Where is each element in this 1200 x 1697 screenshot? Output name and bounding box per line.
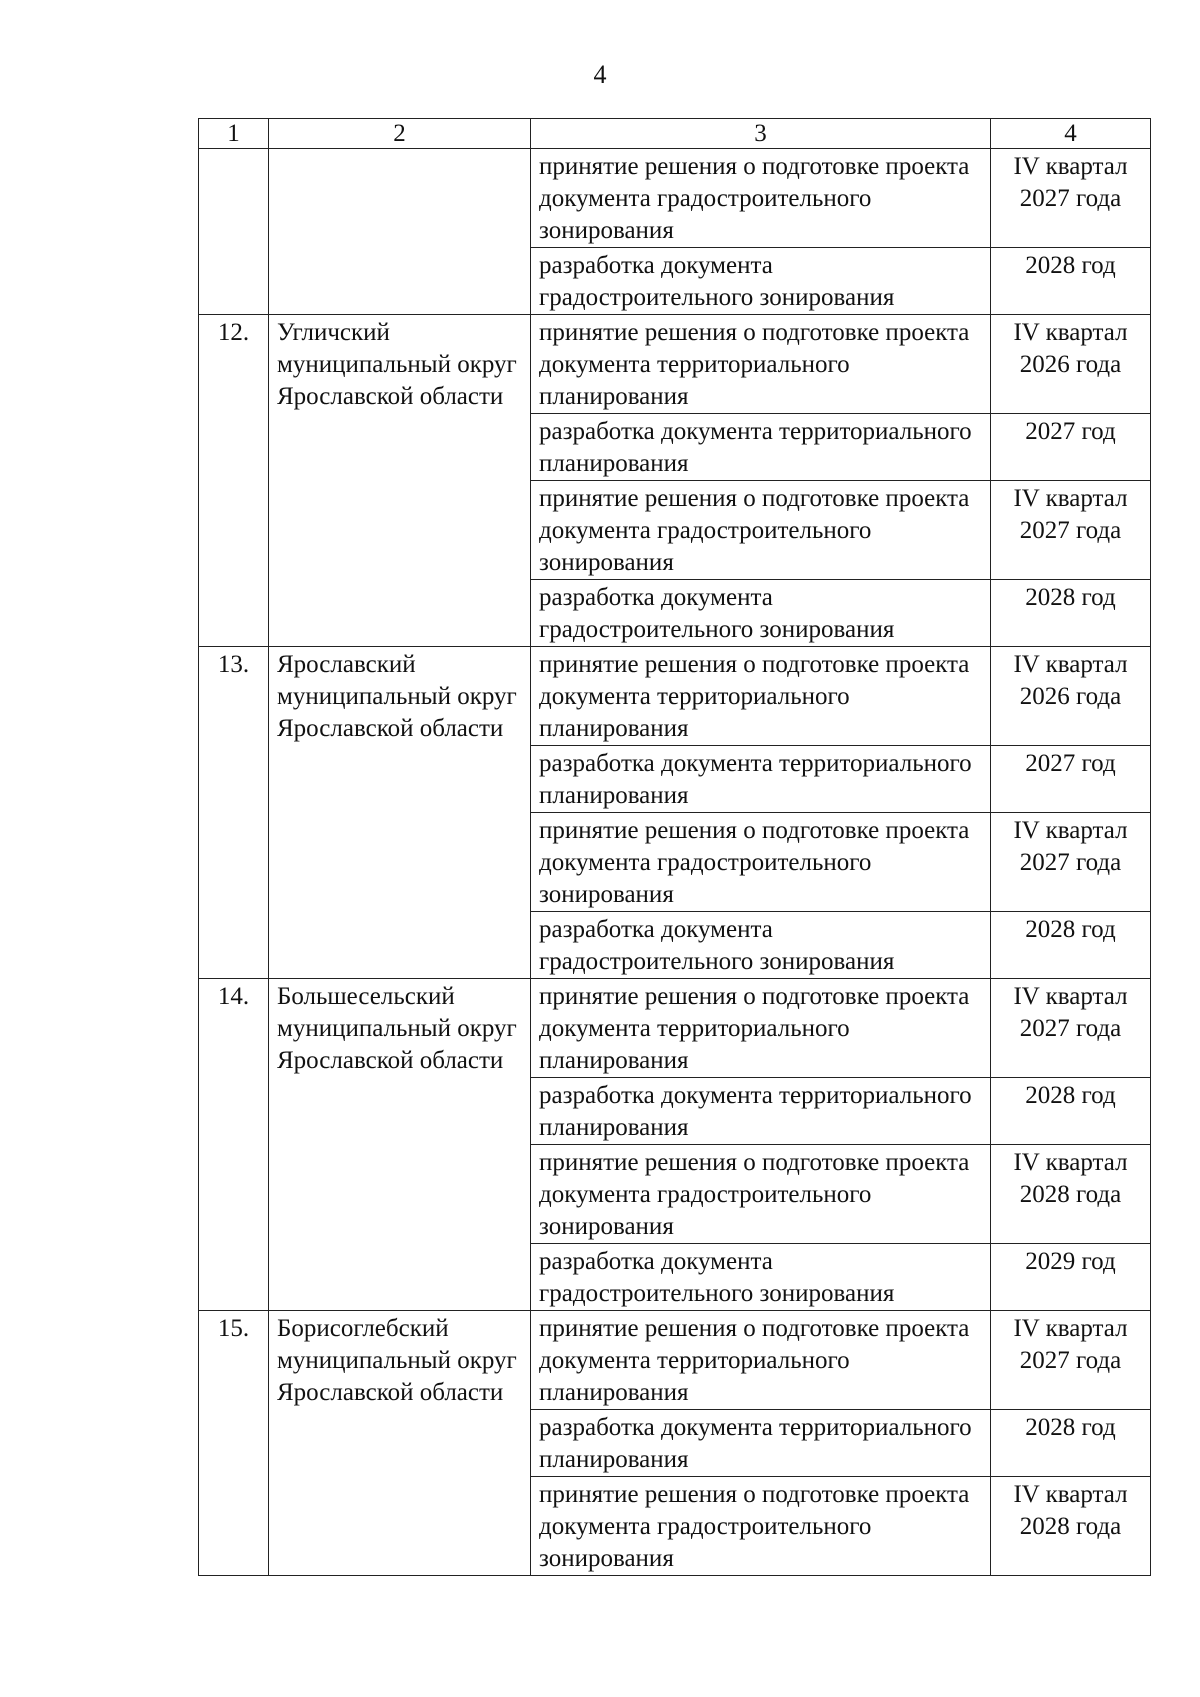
table-row — [199, 149, 1151, 248]
stage-task: разработка документа территориального планирования — [531, 1078, 991, 1145]
stage-task: принятие решения о подготовке проекта документа градостроительного зонирования — [531, 481, 991, 580]
stage-deadline: IV квартал 2026 года — [991, 315, 1151, 414]
stage-deadline: IV квартал 2027 года — [991, 979, 1151, 1078]
column-number-row — [199, 119, 1151, 149]
page-number: 4 — [593, 60, 607, 89]
stage-task: принятие решения о подготовке проекта документа градостроительного зонирования — [531, 813, 991, 912]
stage-task: разработка документа градостроительного зонирования — [531, 1244, 991, 1311]
table-row — [199, 1311, 1151, 1410]
stage-task: разработка документа территориального планирования — [531, 1410, 991, 1477]
entry-number: 12. — [199, 315, 269, 647]
district-name: Ярославский муниципальный округ Ярославской области — [269, 647, 531, 979]
stage-task: разработка документа территориального планирования — [531, 746, 991, 813]
stage-task: принятие решения о подготовке проекта документа градостроительного зонирования — [531, 149, 991, 248]
stage-deadline: IV квартал 2026 года — [991, 647, 1151, 746]
stage-deadline: IV квартал 2027 года — [991, 149, 1151, 248]
stage-deadline: 2028 год — [991, 580, 1151, 647]
table-row — [199, 647, 1151, 746]
stage-deadline: 2028 год — [991, 1078, 1151, 1145]
stage-deadline: 2028 год — [991, 912, 1151, 979]
stage-deadline: IV квартал 2027 года — [991, 813, 1151, 912]
column-number: 3 — [531, 119, 991, 149]
stage-deadline: 2028 год — [991, 248, 1151, 315]
stage-task: принятие решения о подготовке проекта документа градостроительного зонирования — [531, 1477, 991, 1576]
stage-deadline: 2027 год — [991, 414, 1151, 481]
stage-task: принятие решения о подготовке проекта документа территориального планирования — [531, 1311, 991, 1410]
stage-deadline: 2027 год — [991, 746, 1151, 813]
column-number: 2 — [269, 119, 531, 149]
stage-task: разработка документа градостроительного зонирования — [531, 580, 991, 647]
stage-deadline: 2029 год — [991, 1244, 1151, 1311]
entry-number-empty — [199, 149, 269, 315]
stage-deadline: IV квартал 2028 года — [991, 1477, 1151, 1576]
stage-deadline: 2028 год — [991, 1410, 1151, 1477]
stage-task: принятие решения о подготовке проекта документа градостроительного зонирования — [531, 1145, 991, 1244]
stage-task: принятие решения о подготовке проекта документа территориального планирования — [531, 647, 991, 746]
district-name: Борисоглебский муниципальный округ Ярославской области — [269, 1311, 531, 1576]
stage-task: принятие решения о подготовке проекта документа территориального планирования — [531, 315, 991, 414]
stage-task: принятие решения о подготовке проекта документа территориального планирования — [531, 979, 991, 1078]
table-row — [199, 979, 1151, 1078]
column-number: 4 — [991, 119, 1151, 149]
table-row — [199, 315, 1151, 414]
entry-number: 13. — [199, 647, 269, 979]
stage-deadline: IV квартал 2027 года — [991, 481, 1151, 580]
schedule-table — [198, 118, 1151, 1576]
entry-number: 15. — [199, 1311, 269, 1576]
column-number: 1 — [199, 119, 269, 149]
stage-task: разработка документа градостроительного зонирования — [531, 912, 991, 979]
district-name: Большесельский муниципальный округ Ярославской области — [269, 979, 531, 1311]
stage-deadline: IV квартал 2027 года — [991, 1311, 1151, 1410]
district-name: Угличский муниципальный округ Ярославской области — [269, 315, 531, 647]
district-empty — [269, 149, 531, 315]
entry-number: 14. — [199, 979, 269, 1311]
stage-task: разработка документа территориального планирования — [531, 414, 991, 481]
stage-deadline: IV квартал 2028 года — [991, 1145, 1151, 1244]
stage-task: разработка документа градостроительного зонирования — [531, 248, 991, 315]
schedule-table-body — [199, 119, 1151, 1576]
